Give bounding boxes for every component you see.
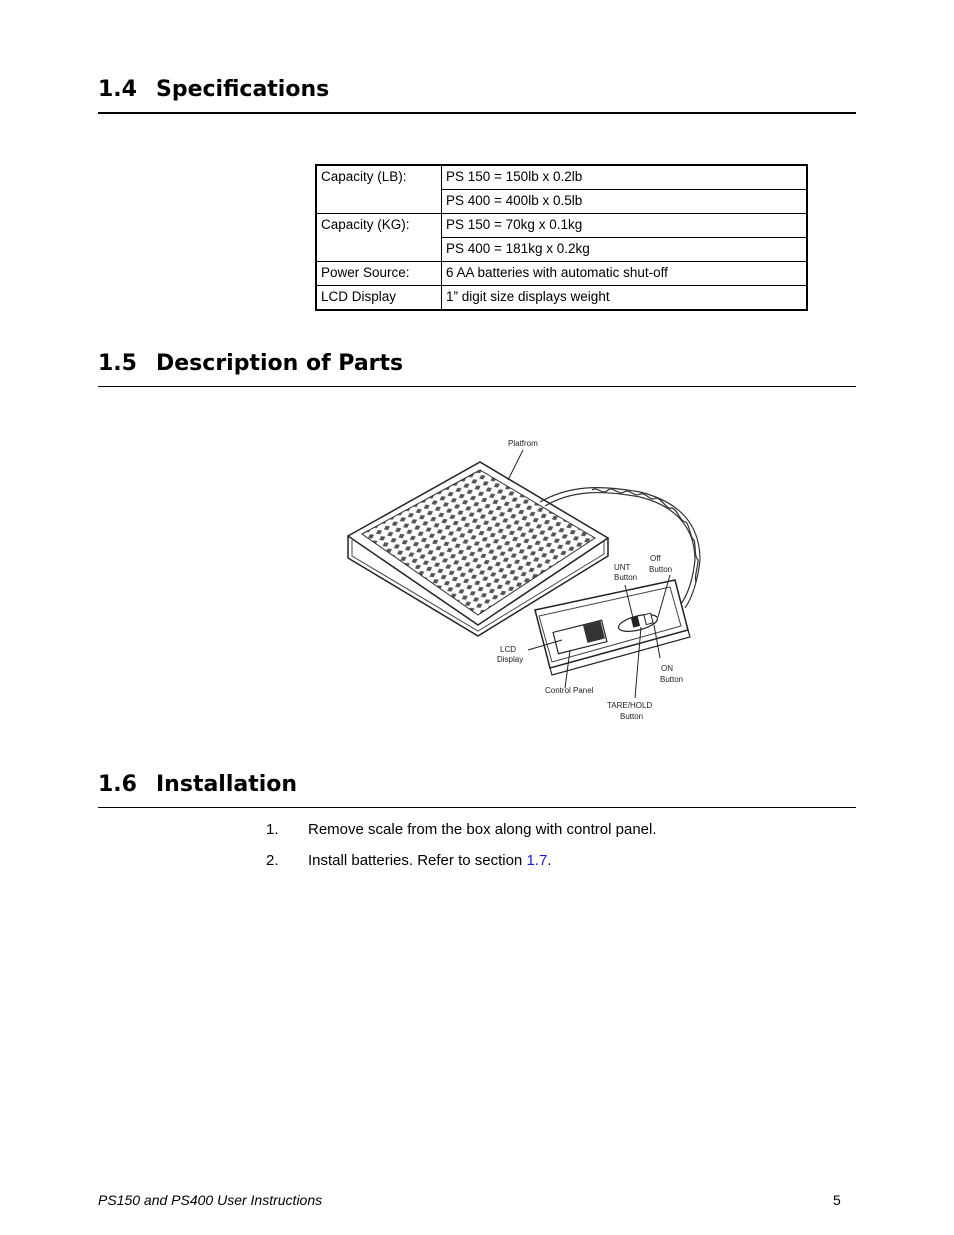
section-number: 1.6	[98, 772, 137, 797]
section-title: Description of Parts	[156, 351, 404, 376]
spec-value: PS 400 = 181kg x 0.2kg	[442, 238, 808, 262]
control-panel-label: Control Panel	[545, 686, 594, 695]
tare-hold-button-label: TARE/HOLD	[607, 701, 653, 710]
list-item	[266, 851, 657, 870]
platform-label: Platfrom	[508, 439, 538, 448]
footer-document-title: PS150 and PS400 User Instructions	[98, 1192, 323, 1208]
section-heading-specifications	[98, 79, 856, 114]
spec-value: PS 150 = 70kg x 0.1kg	[442, 214, 808, 238]
page-number: 5	[833, 1192, 841, 1208]
table-row	[316, 262, 807, 286]
section-number: 1.5	[98, 351, 137, 376]
on-button-sublabel: Button	[660, 675, 684, 684]
section-number: 1.4	[98, 77, 137, 102]
unit-button-label: UNT	[614, 563, 631, 572]
spec-value: 6 AA batteries with automatic shut-off	[442, 262, 808, 286]
specifications-table	[315, 164, 808, 311]
spec-label: LCD Display	[316, 286, 442, 311]
section-heading-description-of-parts	[98, 353, 856, 387]
control-panel-illustration	[535, 580, 690, 675]
lcd-display-sublabel: Display	[497, 655, 524, 664]
spec-label: Capacity (LB):	[316, 165, 442, 214]
on-button-label: ON	[661, 664, 673, 673]
spec-value: 1” digit size displays weight	[442, 286, 808, 311]
spec-label: Power Source:	[316, 262, 442, 286]
lcd-display-label: LCD	[500, 645, 517, 654]
scale-parts-diagram	[340, 430, 720, 730]
installation-steps	[266, 820, 657, 882]
unit-button-sublabel: Button	[614, 573, 638, 582]
spec-label: Capacity (KG):	[316, 214, 442, 262]
tare-hold-button-sublabel: Button	[620, 712, 644, 721]
section-heading-installation	[98, 774, 856, 808]
step-number: 1.	[266, 821, 279, 838]
spec-value: PS 400 = 400lb x 0.5lb	[442, 190, 808, 214]
table-row	[316, 214, 807, 238]
step-text-tail: .	[547, 852, 552, 869]
section-reference-link[interactable]: 1.7	[526, 852, 548, 869]
step-number: 2.	[266, 852, 279, 869]
step-text: Install batteries. Refer to section	[308, 852, 527, 869]
off-button-label: Off	[650, 554, 661, 563]
step-text: Remove scale from the box along with control panel.	[308, 821, 657, 838]
table-row	[316, 286, 807, 311]
off-button-sublabel: Button	[649, 565, 673, 574]
table-row	[316, 165, 807, 190]
spec-value: PS 150 = 150lb x 0.2lb	[442, 165, 808, 190]
section-title: Specifications	[156, 77, 330, 102]
list-item	[266, 820, 657, 839]
section-title: Installation	[156, 772, 298, 797]
